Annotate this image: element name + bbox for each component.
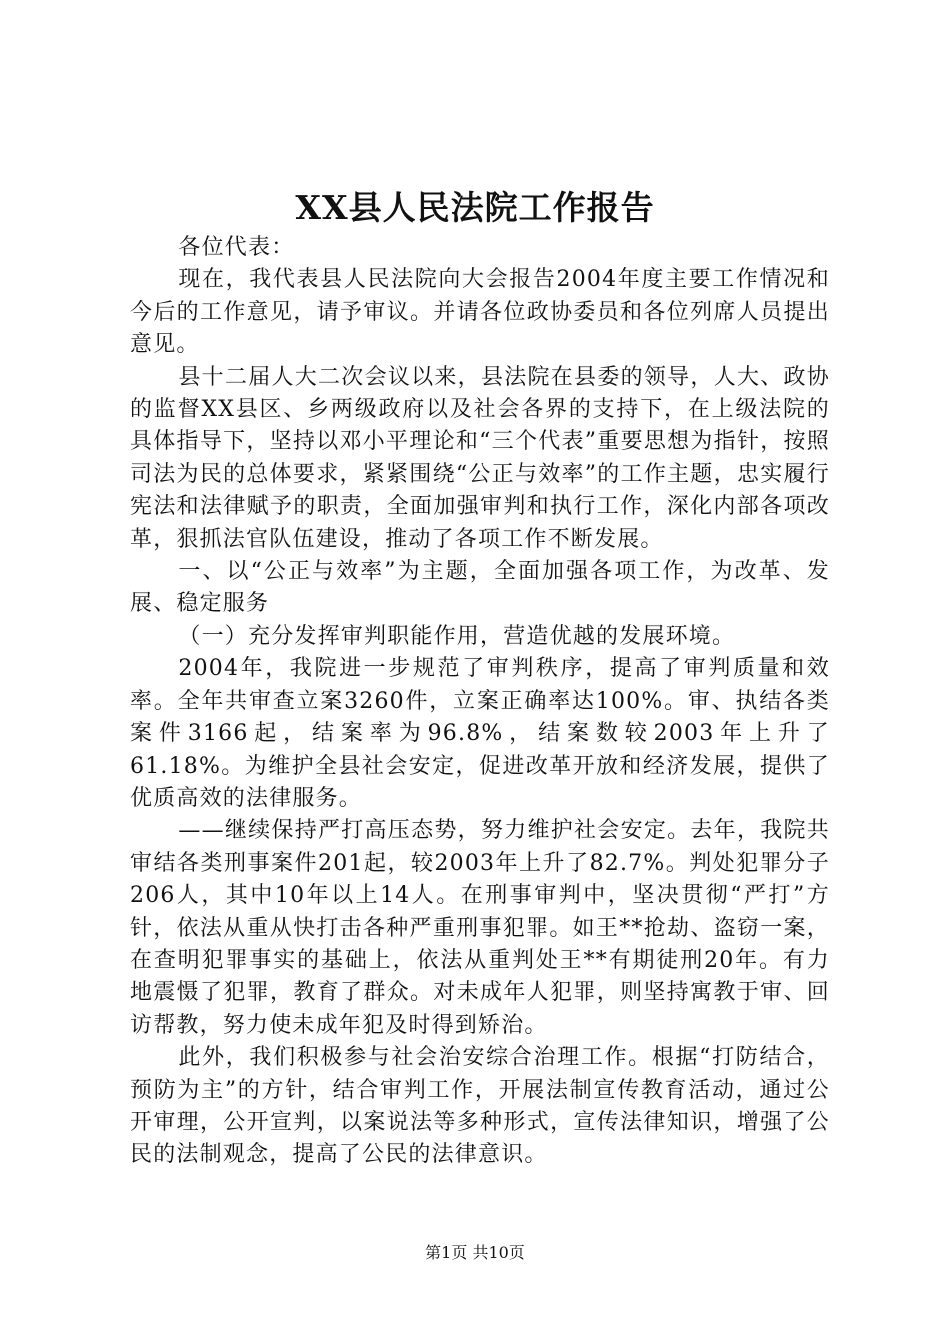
section-heading-1: 一、以“公正与效率”为主题，全面加强各项工作，为改革、发展、稳定服务 — [130, 559, 830, 617]
paragraph-overview: 县十二届人大二次会议以来，县法院在县委的领导，人大、政协的监督XX县区、乡两级政府以及社会各界的支持下，在上级法院的具体指导下，坚持以邓小平理论和“三个代表”重要思想为指针，按照司法为民的总体要求，紧紧围绕“公正与效率”的工作主题，忠实履行宪法和法律赋予的职责，全面加强审判和执行工作，深化内部各项改革，狠抓法官队伍建设，推动了各项工作不断发展。 — [130, 364, 830, 552]
paragraph-social-security: 此外，我们积极参与社会治安综合治理工作。根据“打防结合，预防为主”的方针，结合审判工作，开展法制宣传教育活动，通过公开审理，公开宣判，以案说法等多种形式，宣传法律知识，增强了公民的法制观念，提高了公民的法律意识。 — [130, 1045, 830, 1168]
paragraph-criminal-trials: ——继续保持严打高压态势，努力维护社会安定。去年，我院共审结各类刑事案件201起，较2003年上升了82.7%。判处犯罪分子206人，其中10年以上14人。在刑事审判中，坚决贯彻“严打”方针，依法从重从快打击各种严重刑事犯罪。如王**抢劫、盗窃一案，在查明犯罪事实的基础上，依法从重判处王**有期徒刑20年。有力地震慑了犯罪，教育了群众。对未成年人犯罪，则坚持寓教于审、回访帮教，努力使未成年犯及时得到矫治。 — [130, 818, 830, 1038]
paragraph-intro: 现在，我代表县人民法院向大会报告2004年度主要工作情况和今后的工作意见，请予审议。并请各位政协委员和各位列席人员提出意见。 — [130, 267, 830, 358]
page-footer: 第1页 共10页 — [425, 1243, 525, 1262]
document-title: XX县人民法院工作报告 — [295, 188, 655, 227]
paragraph-2004-summary: 2004年，我院进一步规范了审判秩序，提高了审判质量和效率。全年共审查立案3260件，立案正确率达100%。审、执结各类案件3166起，结案率为96.8%，结案数较2003年上升了61.18%。为维护全县社会安定，促进改革开放和经济发展，提供了优质高效的法律服务。 — [130, 656, 830, 811]
subsection-heading-1: （一）充分发挥审判职能作用，营造优越的发展环境。 — [178, 623, 736, 649]
salutation: 各位代表： — [178, 235, 295, 260]
document-body — [130, 232, 830, 1172]
